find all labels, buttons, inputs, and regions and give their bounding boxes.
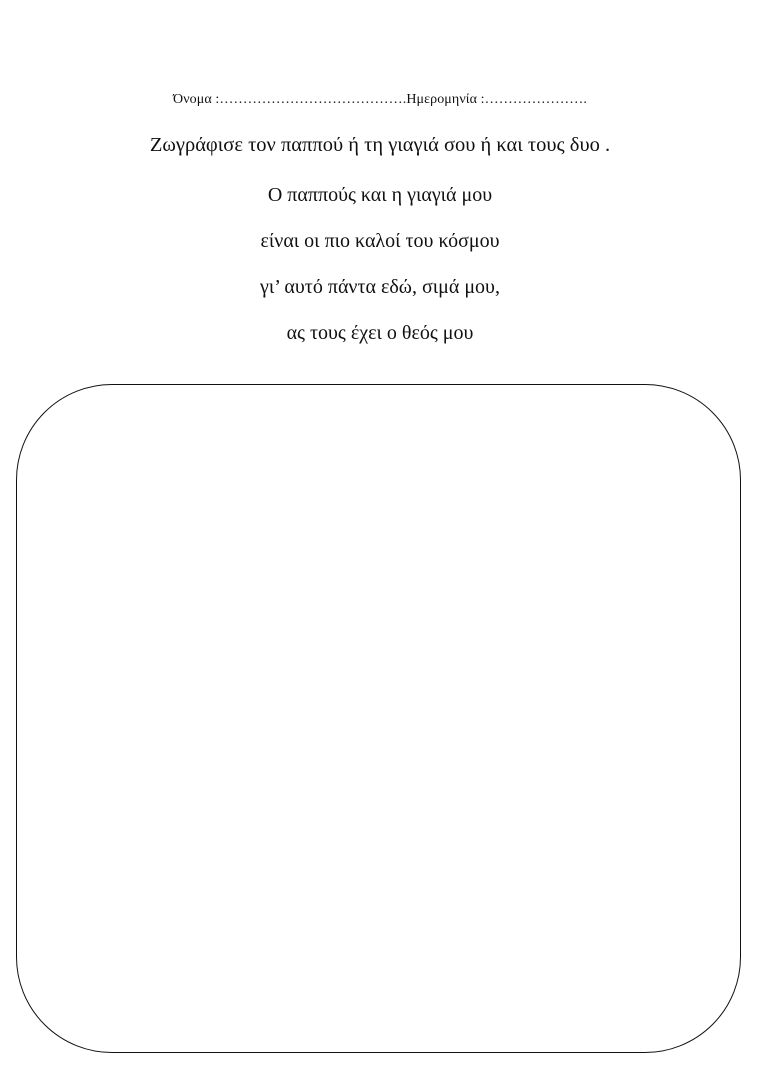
drawing-area[interactable] [16,384,741,1053]
poem-line-1: Ο παππούς και η γιαγιά μου [267,184,493,206]
poem-line-3: γι’ αυτό πάντα εδώ, σιμά μου, [260,276,500,298]
poem-line-4: ας τους έχει ο θεός μου [286,322,474,344]
name-date-line: Όνομα :………………………………….Ημερομηνία :…………………. [173,92,587,107]
poem [0,181,760,365]
poem-line-2: είναι οι πιο καλοί του κόσμου [260,230,500,252]
drawing-instruction: Ζωγράφισε τον παππού ή τη γιαγιά σου ή και τους δυο . [149,134,611,156]
